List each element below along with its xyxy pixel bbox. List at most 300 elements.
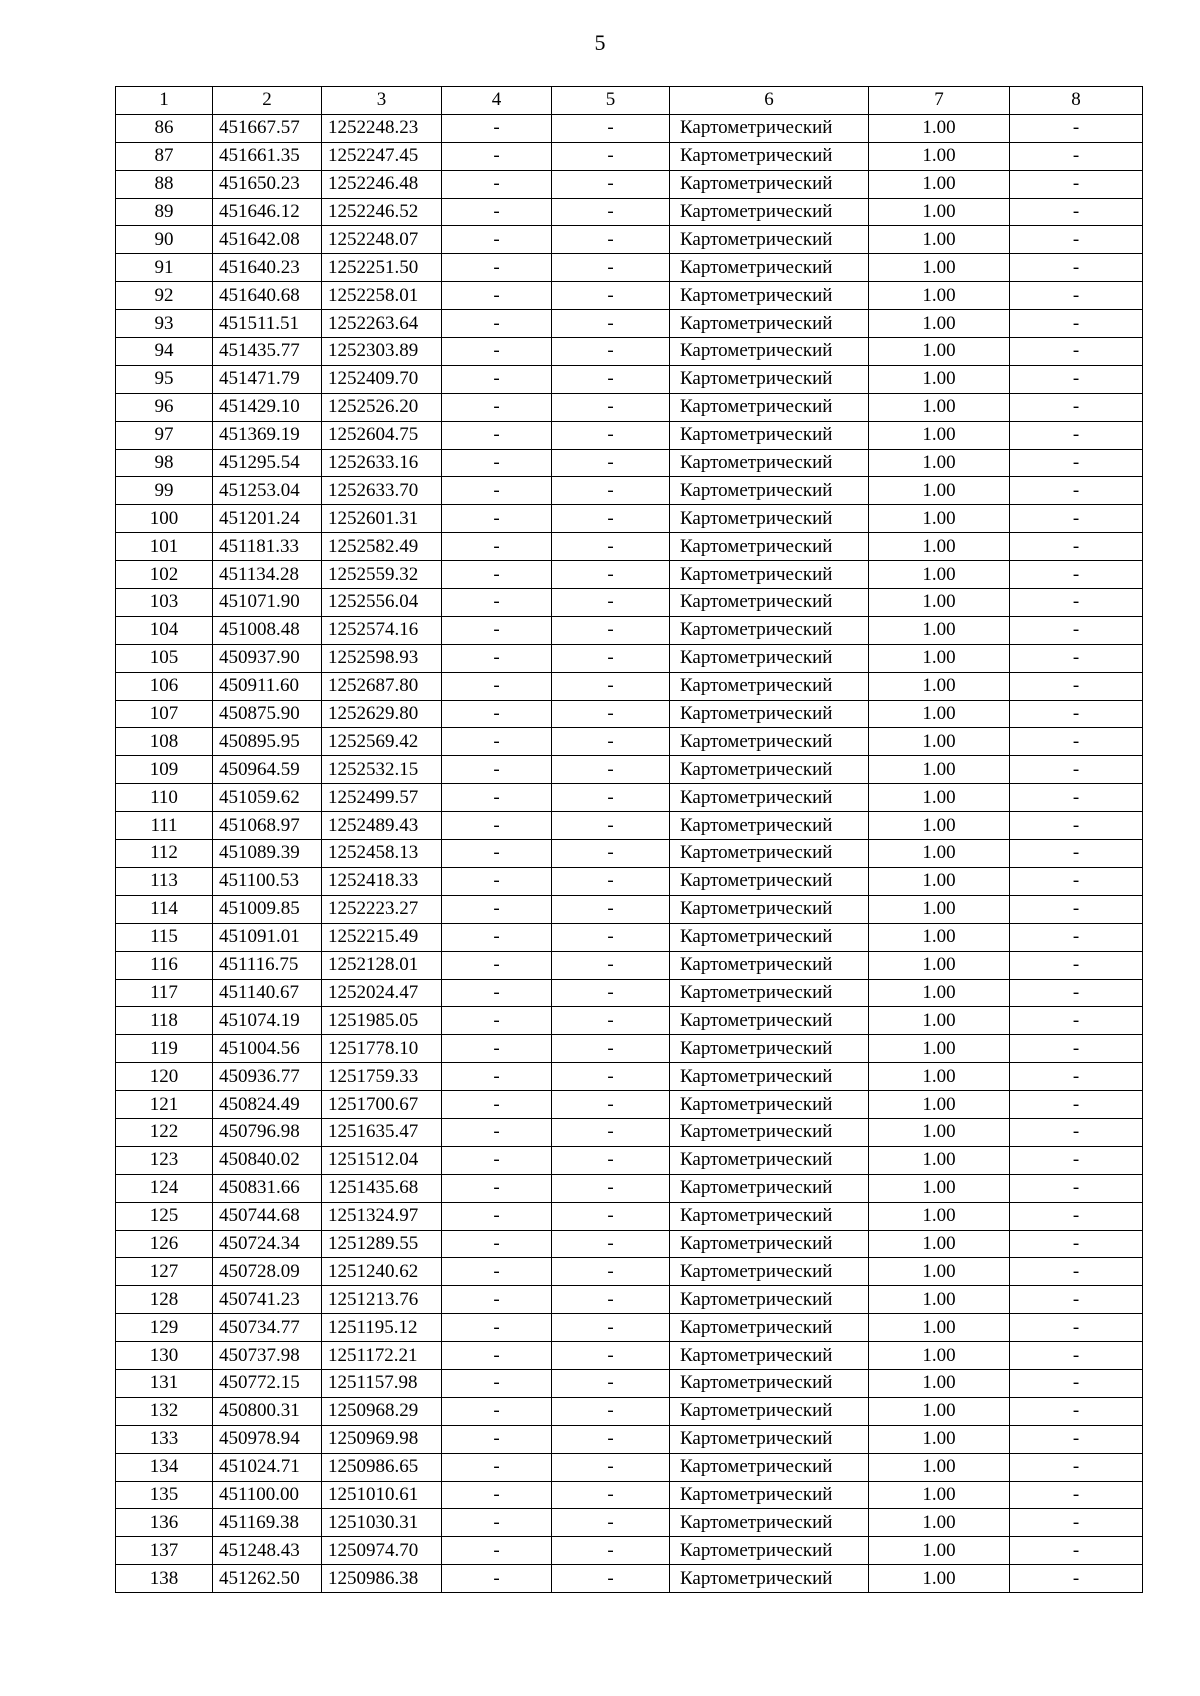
accuracy-cell: 1.00 <box>869 895 1010 923</box>
point-number-cell: 89 <box>116 198 213 226</box>
table-row <box>116 867 1143 895</box>
column-5-cell: - <box>552 1258 670 1286</box>
column-8-cell: - <box>1010 421 1143 449</box>
column-4-cell: - <box>442 728 552 756</box>
y-coordinate-cell: 1251157.98 <box>322 1369 442 1397</box>
column-4-cell: - <box>442 254 552 282</box>
column-header: 6 <box>670 87 869 115</box>
x-coordinate-cell: 450964.59 <box>213 756 322 784</box>
column-8-cell: - <box>1010 114 1143 142</box>
method-cell: Картометрический <box>670 198 869 226</box>
column-8-cell: - <box>1010 505 1143 533</box>
point-number-cell: 115 <box>116 923 213 951</box>
column-5-cell: - <box>552 867 670 895</box>
column-5-cell: - <box>552 1565 670 1593</box>
accuracy-cell: 1.00 <box>869 840 1010 868</box>
x-coordinate-cell: 451650.23 <box>213 170 322 198</box>
x-coordinate-cell: 450724.34 <box>213 1230 322 1258</box>
x-coordinate-cell: 450911.60 <box>213 672 322 700</box>
method-cell: Картометрический <box>670 310 869 338</box>
x-coordinate-cell: 450937.90 <box>213 644 322 672</box>
column-8-cell: - <box>1010 1369 1143 1397</box>
accuracy-cell: 1.00 <box>869 170 1010 198</box>
column-4-cell: - <box>442 784 552 812</box>
table-row <box>116 812 1143 840</box>
column-4-cell: - <box>442 756 552 784</box>
x-coordinate-cell: 450936.77 <box>213 1063 322 1091</box>
column-4-cell: - <box>442 1258 552 1286</box>
column-5-cell: - <box>552 421 670 449</box>
column-4-cell: - <box>442 533 552 561</box>
accuracy-cell: 1.00 <box>869 1342 1010 1370</box>
x-coordinate-cell: 451661.35 <box>213 142 322 170</box>
column-8-cell: - <box>1010 561 1143 589</box>
accuracy-cell: 1.00 <box>869 644 1010 672</box>
y-coordinate-cell: 1251700.67 <box>322 1091 442 1119</box>
accuracy-cell: 1.00 <box>869 1537 1010 1565</box>
table-row <box>116 1397 1143 1425</box>
table-row <box>116 393 1143 421</box>
method-cell: Картометрический <box>670 477 869 505</box>
accuracy-cell: 1.00 <box>869 784 1010 812</box>
column-4-cell: - <box>442 1425 552 1453</box>
method-cell: Картометрический <box>670 1174 869 1202</box>
column-5-cell: - <box>552 923 670 951</box>
accuracy-cell: 1.00 <box>869 310 1010 338</box>
column-5-cell: - <box>552 170 670 198</box>
table-row <box>116 198 1143 226</box>
column-4-cell: - <box>442 840 552 868</box>
x-coordinate-cell: 450737.98 <box>213 1342 322 1370</box>
table-row <box>116 1481 1143 1509</box>
table-row <box>116 170 1143 198</box>
method-cell: Картометрический <box>670 1118 869 1146</box>
column-8-cell: - <box>1010 672 1143 700</box>
column-4-cell: - <box>442 1202 552 1230</box>
x-coordinate-cell: 451059.62 <box>213 784 322 812</box>
column-8-cell: - <box>1010 1091 1143 1119</box>
table-row <box>116 895 1143 923</box>
y-coordinate-cell: 1251213.76 <box>322 1286 442 1314</box>
table-header-row <box>116 87 1143 115</box>
column-8-cell: - <box>1010 533 1143 561</box>
column-8-cell: - <box>1010 840 1143 868</box>
column-8-cell: - <box>1010 1342 1143 1370</box>
method-cell: Картометрический <box>670 644 869 672</box>
point-number-cell: 95 <box>116 365 213 393</box>
point-number-cell: 86 <box>116 114 213 142</box>
column-4-cell: - <box>442 1091 552 1119</box>
point-number-cell: 96 <box>116 393 213 421</box>
column-8-cell: - <box>1010 142 1143 170</box>
y-coordinate-cell: 1252246.52 <box>322 198 442 226</box>
y-coordinate-cell: 1250969.98 <box>322 1425 442 1453</box>
x-coordinate-cell: 451024.71 <box>213 1453 322 1481</box>
y-coordinate-cell: 1252409.70 <box>322 365 442 393</box>
column-8-cell: - <box>1010 449 1143 477</box>
x-coordinate-cell: 451089.39 <box>213 840 322 868</box>
method-cell: Картометрический <box>670 1258 869 1286</box>
column-5-cell: - <box>552 756 670 784</box>
accuracy-cell: 1.00 <box>869 393 1010 421</box>
method-cell: Картометрический <box>670 895 869 923</box>
x-coordinate-cell: 451134.28 <box>213 561 322 589</box>
column-4-cell: - <box>442 1035 552 1063</box>
table-row <box>116 1342 1143 1370</box>
accuracy-cell: 1.00 <box>869 449 1010 477</box>
table-row <box>116 421 1143 449</box>
point-number-cell: 128 <box>116 1286 213 1314</box>
table-row <box>116 1202 1143 1230</box>
point-number-cell: 134 <box>116 1453 213 1481</box>
accuracy-cell: 1.00 <box>869 1286 1010 1314</box>
column-5-cell: - <box>552 254 670 282</box>
y-coordinate-cell: 1251985.05 <box>322 1007 442 1035</box>
column-5-cell: - <box>552 812 670 840</box>
point-number-cell: 110 <box>116 784 213 812</box>
table-row <box>116 282 1143 310</box>
accuracy-cell: 1.00 <box>869 1174 1010 1202</box>
point-number-cell: 133 <box>116 1425 213 1453</box>
table-row <box>116 1035 1143 1063</box>
column-4-cell: - <box>442 226 552 254</box>
column-4-cell: - <box>442 979 552 1007</box>
column-5-cell: - <box>552 533 670 561</box>
x-coordinate-cell: 451253.04 <box>213 477 322 505</box>
x-coordinate-cell: 451100.00 <box>213 1481 322 1509</box>
method-cell: Картометрический <box>670 1007 869 1035</box>
method-cell: Картометрический <box>670 561 869 589</box>
y-coordinate-cell: 1251240.62 <box>322 1258 442 1286</box>
table-row <box>116 1565 1143 1593</box>
column-4-cell: - <box>442 1174 552 1202</box>
x-coordinate-cell: 451009.85 <box>213 895 322 923</box>
column-8-cell: - <box>1010 1509 1143 1537</box>
method-cell: Картометрический <box>670 1091 869 1119</box>
table-row <box>116 1118 1143 1146</box>
column-8-cell: - <box>1010 1118 1143 1146</box>
column-5-cell: - <box>552 310 670 338</box>
column-8-cell: - <box>1010 784 1143 812</box>
y-coordinate-cell: 1251010.61 <box>322 1481 442 1509</box>
method-cell: Картометрический <box>670 1425 869 1453</box>
point-number-cell: 108 <box>116 728 213 756</box>
method-cell: Картометрический <box>670 449 869 477</box>
y-coordinate-cell: 1251435.68 <box>322 1174 442 1202</box>
column-8-cell: - <box>1010 1537 1143 1565</box>
x-coordinate-cell: 451640.68 <box>213 282 322 310</box>
accuracy-cell: 1.00 <box>869 589 1010 617</box>
y-coordinate-cell: 1250986.65 <box>322 1453 442 1481</box>
accuracy-cell: 1.00 <box>869 365 1010 393</box>
column-4-cell: - <box>442 1342 552 1370</box>
point-number-cell: 137 <box>116 1537 213 1565</box>
column-5-cell: - <box>552 226 670 254</box>
y-coordinate-cell: 1252556.04 <box>322 589 442 617</box>
point-number-cell: 119 <box>116 1035 213 1063</box>
column-8-cell: - <box>1010 310 1143 338</box>
column-4-cell: - <box>442 477 552 505</box>
accuracy-cell: 1.00 <box>869 226 1010 254</box>
y-coordinate-cell: 1252499.57 <box>322 784 442 812</box>
x-coordinate-cell: 451295.54 <box>213 449 322 477</box>
table-row <box>116 142 1143 170</box>
accuracy-cell: 1.00 <box>869 1509 1010 1537</box>
column-8-cell: - <box>1010 1063 1143 1091</box>
method-cell: Картометрический <box>670 1397 869 1425</box>
column-5-cell: - <box>552 1425 670 1453</box>
method-cell: Картометрический <box>670 1286 869 1314</box>
point-number-cell: 136 <box>116 1509 213 1537</box>
accuracy-cell: 1.00 <box>869 979 1010 1007</box>
x-coordinate-cell: 450744.68 <box>213 1202 322 1230</box>
x-coordinate-cell: 451667.57 <box>213 114 322 142</box>
x-coordinate-cell: 451169.38 <box>213 1509 322 1537</box>
accuracy-cell: 1.00 <box>869 1369 1010 1397</box>
x-coordinate-cell: 451181.33 <box>213 533 322 561</box>
column-4-cell: - <box>442 1481 552 1509</box>
column-8-cell: - <box>1010 1174 1143 1202</box>
table-row <box>116 1286 1143 1314</box>
column-4-cell: - <box>442 198 552 226</box>
column-5-cell: - <box>552 1397 670 1425</box>
method-cell: Картометрический <box>670 616 869 644</box>
x-coordinate-cell: 450800.31 <box>213 1397 322 1425</box>
column-4-cell: - <box>442 1146 552 1174</box>
column-5-cell: - <box>552 1091 670 1119</box>
x-coordinate-cell: 450840.02 <box>213 1146 322 1174</box>
column-8-cell: - <box>1010 867 1143 895</box>
column-5-cell: - <box>552 114 670 142</box>
x-coordinate-cell: 451140.67 <box>213 979 322 1007</box>
y-coordinate-cell: 1252601.31 <box>322 505 442 533</box>
point-number-cell: 129 <box>116 1314 213 1342</box>
column-8-cell: - <box>1010 198 1143 226</box>
accuracy-cell: 1.00 <box>869 923 1010 951</box>
y-coordinate-cell: 1251195.12 <box>322 1314 442 1342</box>
column-8-cell: - <box>1010 365 1143 393</box>
column-5-cell: - <box>552 1286 670 1314</box>
accuracy-cell: 1.00 <box>869 1063 1010 1091</box>
table-row <box>116 1007 1143 1035</box>
method-cell: Картометрический <box>670 1146 869 1174</box>
y-coordinate-cell: 1252458.13 <box>322 840 442 868</box>
table-body <box>116 114 1143 1592</box>
column-4-cell: - <box>442 505 552 533</box>
accuracy-cell: 1.00 <box>869 728 1010 756</box>
point-number-cell: 109 <box>116 756 213 784</box>
column-5-cell: - <box>552 728 670 756</box>
column-4-cell: - <box>442 923 552 951</box>
x-coordinate-cell: 451008.48 <box>213 616 322 644</box>
method-cell: Картометрический <box>670 1202 869 1230</box>
accuracy-cell: 1.00 <box>869 1565 1010 1593</box>
accuracy-cell: 1.00 <box>869 1397 1010 1425</box>
table-row <box>116 477 1143 505</box>
column-5-cell: - <box>552 1509 670 1537</box>
x-coordinate-cell: 450734.77 <box>213 1314 322 1342</box>
method-cell: Картометрический <box>670 728 869 756</box>
column-4-cell: - <box>442 700 552 728</box>
column-8-cell: - <box>1010 1314 1143 1342</box>
column-header: 8 <box>1010 87 1143 115</box>
y-coordinate-cell: 1252263.64 <box>322 310 442 338</box>
column-8-cell: - <box>1010 951 1143 979</box>
point-number-cell: 118 <box>116 1007 213 1035</box>
column-4-cell: - <box>442 365 552 393</box>
accuracy-cell: 1.00 <box>869 1258 1010 1286</box>
column-5-cell: - <box>552 951 670 979</box>
table-row <box>116 784 1143 812</box>
point-number-cell: 132 <box>116 1397 213 1425</box>
y-coordinate-cell: 1252247.45 <box>322 142 442 170</box>
column-5-cell: - <box>552 644 670 672</box>
accuracy-cell: 1.00 <box>869 505 1010 533</box>
column-5-cell: - <box>552 700 670 728</box>
method-cell: Картометрический <box>670 365 869 393</box>
column-4-cell: - <box>442 672 552 700</box>
y-coordinate-cell: 1252248.07 <box>322 226 442 254</box>
point-number-cell: 91 <box>116 254 213 282</box>
column-4-cell: - <box>442 561 552 589</box>
x-coordinate-cell: 450875.90 <box>213 700 322 728</box>
column-5-cell: - <box>552 1342 670 1370</box>
accuracy-cell: 1.00 <box>869 561 1010 589</box>
method-cell: Картометрический <box>670 1230 869 1258</box>
method-cell: Картометрический <box>670 812 869 840</box>
point-number-cell: 123 <box>116 1146 213 1174</box>
point-number-cell: 90 <box>116 226 213 254</box>
column-8-cell: - <box>1010 1035 1143 1063</box>
page-number: 5 <box>594 30 606 55</box>
y-coordinate-cell: 1252128.01 <box>322 951 442 979</box>
column-5-cell: - <box>552 616 670 644</box>
table-row <box>116 1369 1143 1397</box>
accuracy-cell: 1.00 <box>869 1146 1010 1174</box>
accuracy-cell: 1.00 <box>869 672 1010 700</box>
point-number-cell: 105 <box>116 644 213 672</box>
point-number-cell: 104 <box>116 616 213 644</box>
y-coordinate-cell: 1251324.97 <box>322 1202 442 1230</box>
column-5-cell: - <box>552 1314 670 1342</box>
column-4-cell: - <box>442 1063 552 1091</box>
point-number-cell: 121 <box>116 1091 213 1119</box>
column-8-cell: - <box>1010 1202 1143 1230</box>
column-header: 1 <box>116 87 213 115</box>
coordinates-table <box>115 86 1143 1593</box>
x-coordinate-cell: 450824.49 <box>213 1091 322 1119</box>
column-header: 5 <box>552 87 670 115</box>
column-4-cell: - <box>442 1397 552 1425</box>
method-cell: Картометрический <box>670 254 869 282</box>
accuracy-cell: 1.00 <box>869 477 1010 505</box>
column-8-cell: - <box>1010 812 1143 840</box>
y-coordinate-cell: 1251289.55 <box>322 1230 442 1258</box>
y-coordinate-cell: 1252246.48 <box>322 170 442 198</box>
method-cell: Картометрический <box>670 672 869 700</box>
column-8-cell: - <box>1010 393 1143 421</box>
column-8-cell: - <box>1010 254 1143 282</box>
y-coordinate-cell: 1251778.10 <box>322 1035 442 1063</box>
column-5-cell: - <box>552 1481 670 1509</box>
y-coordinate-cell: 1252559.32 <box>322 561 442 589</box>
table-row <box>116 1425 1143 1453</box>
method-cell: Картометрический <box>670 589 869 617</box>
method-cell: Картометрический <box>670 1342 869 1370</box>
point-number-cell: 100 <box>116 505 213 533</box>
y-coordinate-cell: 1252569.42 <box>322 728 442 756</box>
x-coordinate-cell: 451642.08 <box>213 226 322 254</box>
column-5-cell: - <box>552 1230 670 1258</box>
y-coordinate-cell: 1252598.93 <box>322 644 442 672</box>
column-4-cell: - <box>442 895 552 923</box>
table-row <box>116 338 1143 366</box>
point-number-cell: 111 <box>116 812 213 840</box>
x-coordinate-cell: 450741.23 <box>213 1286 322 1314</box>
column-5-cell: - <box>552 393 670 421</box>
x-coordinate-cell: 450831.66 <box>213 1174 322 1202</box>
method-cell: Картометрический <box>670 867 869 895</box>
accuracy-cell: 1.00 <box>869 1091 1010 1119</box>
y-coordinate-cell: 1252223.27 <box>322 895 442 923</box>
column-5-cell: - <box>552 282 670 310</box>
point-number-cell: 103 <box>116 589 213 617</box>
column-4-cell: - <box>442 421 552 449</box>
point-number-cell: 107 <box>116 700 213 728</box>
table-row <box>116 1174 1143 1202</box>
column-5-cell: - <box>552 1007 670 1035</box>
column-5-cell: - <box>552 1035 670 1063</box>
table-row <box>116 1258 1143 1286</box>
point-number-cell: 131 <box>116 1369 213 1397</box>
column-4-cell: - <box>442 1565 552 1593</box>
table-row <box>116 561 1143 589</box>
table-row <box>116 700 1143 728</box>
column-8-cell: - <box>1010 1425 1143 1453</box>
method-cell: Картометрический <box>670 421 869 449</box>
accuracy-cell: 1.00 <box>869 1202 1010 1230</box>
column-8-cell: - <box>1010 644 1143 672</box>
accuracy-cell: 1.00 <box>869 142 1010 170</box>
y-coordinate-cell: 1251172.21 <box>322 1342 442 1370</box>
point-number-cell: 88 <box>116 170 213 198</box>
table-row <box>116 226 1143 254</box>
table-row <box>116 310 1143 338</box>
accuracy-cell: 1.00 <box>869 114 1010 142</box>
column-8-cell: - <box>1010 477 1143 505</box>
x-coordinate-cell: 451116.75 <box>213 951 322 979</box>
point-number-cell: 113 <box>116 867 213 895</box>
y-coordinate-cell: 1252215.49 <box>322 923 442 951</box>
column-8-cell: - <box>1010 756 1143 784</box>
column-8-cell: - <box>1010 1397 1143 1425</box>
column-8-cell: - <box>1010 589 1143 617</box>
point-number-cell: 87 <box>116 142 213 170</box>
method-cell: Картометрический <box>670 1314 869 1342</box>
column-4-cell: - <box>442 393 552 421</box>
point-number-cell: 93 <box>116 310 213 338</box>
column-4-cell: - <box>442 616 552 644</box>
accuracy-cell: 1.00 <box>869 1314 1010 1342</box>
accuracy-cell: 1.00 <box>869 1230 1010 1258</box>
column-4-cell: - <box>442 867 552 895</box>
column-4-cell: - <box>442 449 552 477</box>
method-cell: Картометрический <box>670 142 869 170</box>
point-number-cell: 117 <box>116 979 213 1007</box>
table-row <box>116 533 1143 561</box>
method-cell: Картометрический <box>670 951 869 979</box>
x-coordinate-cell: 451262.50 <box>213 1565 322 1593</box>
